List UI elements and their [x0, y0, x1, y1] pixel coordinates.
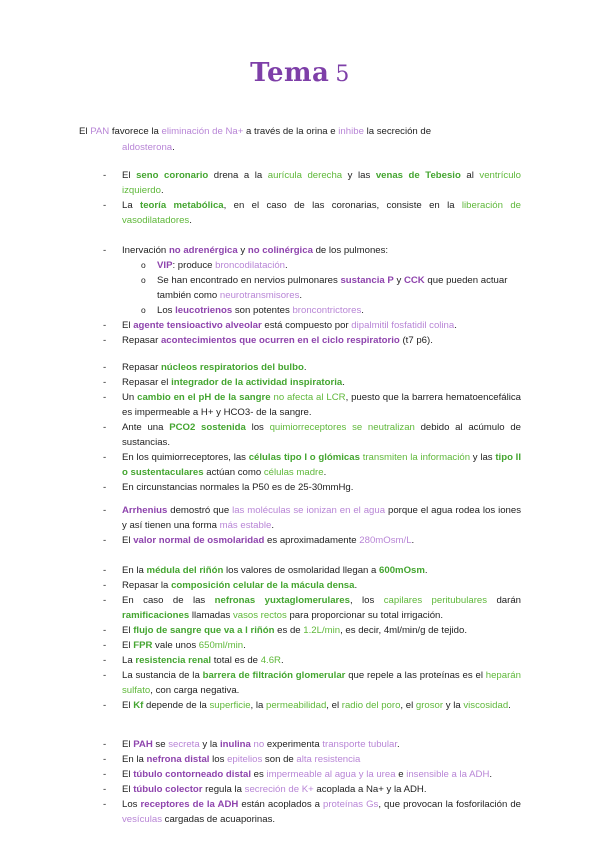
text-run: Los — [122, 799, 141, 810]
text-run: y las — [470, 452, 496, 463]
text-run: la secreción de — [363, 126, 432, 137]
highlighted-text: viscosidad — [463, 700, 509, 711]
text-run: . — [361, 305, 364, 316]
text-run: total es de — [211, 655, 261, 666]
highlighted-text: nefronas yuxtaglomerulares — [214, 595, 350, 606]
text-run: En la — [122, 754, 147, 765]
text-run: Repasar la — [122, 580, 172, 591]
highlighted-text: receptores de la ADH — [140, 799, 239, 810]
text-run: . — [354, 580, 358, 591]
bullet-item — [103, 318, 521, 333]
highlighted-text: liberación de vasodilatadores — [122, 200, 521, 226]
highlighted-text: eliminación de Na+ — [161, 126, 244, 137]
text-run: El — [79, 126, 91, 137]
notes-group — [103, 168, 521, 228]
text-run: son de — [262, 754, 297, 765]
highlighted-text: FPR — [133, 640, 153, 651]
bullet-item — [103, 767, 521, 782]
bullet-item — [103, 782, 521, 797]
highlighted-text: broncodilatación — [215, 260, 286, 271]
text-run: Repasar el — [122, 377, 172, 388]
bullet-item — [103, 638, 521, 653]
title-number: 5 — [335, 62, 350, 87]
highlighted-text: PAH — [133, 739, 153, 750]
text-run: y — [237, 245, 248, 256]
text-run: . — [411, 535, 415, 546]
highlighted-text: células tipo I o glómicas — [248, 452, 360, 463]
highlighted-text: superficie — [209, 700, 251, 711]
bullet-item — [103, 752, 521, 767]
text-run: acoplada a Na+ y la ADH. — [313, 784, 427, 795]
text-run: experimenta — [264, 739, 323, 750]
highlighted-text: ramificaciones — [122, 610, 190, 621]
highlighted-text: transporte tubular — [322, 739, 398, 750]
bullet-item — [103, 375, 521, 390]
text-run: . — [489, 769, 493, 780]
highlighted-text: leucotrienos — [175, 305, 233, 316]
notes-group — [103, 360, 521, 495]
highlighted-text: ventrículo izquierdo — [122, 170, 521, 196]
notes-group — [103, 737, 521, 827]
highlighted-text: capilares peritubulares — [383, 595, 488, 606]
text-run: . — [424, 565, 428, 576]
text-run: En caso de las — [122, 595, 215, 606]
highlighted-text: radio del poro — [341, 700, 401, 711]
text-run: y la — [199, 739, 220, 750]
bullet-item — [103, 578, 521, 593]
text-run: vale unos — [152, 640, 199, 651]
highlighted-text: grosor — [415, 700, 444, 711]
highlighted-text: secreta — [168, 739, 200, 750]
text-run: los — [245, 422, 270, 433]
highlighted-text: barrera de filtración glomerular — [202, 670, 346, 681]
highlighted-text: epitelios — [227, 754, 263, 765]
text-run: El — [122, 739, 134, 750]
highlighted-text: neurotransmisores — [219, 290, 300, 301]
text-run: El — [122, 640, 134, 651]
text-run: , que provocan la fosforilación de — [378, 799, 522, 810]
text-run: . — [285, 260, 288, 271]
highlighted-text: tipo II o sustentaculares — [122, 452, 522, 478]
text-run: . — [271, 520, 274, 531]
highlighted-text: agente tensioactivo alveolar — [133, 320, 262, 331]
text-run: . — [160, 185, 164, 196]
text-run: drena a la — [208, 170, 268, 181]
bullet-item — [103, 390, 521, 420]
text-run: de los pulmones: — [312, 245, 389, 256]
highlighted-text: 1.2L/min — [303, 625, 341, 636]
text-run: El — [122, 625, 134, 636]
text-run: , el — [326, 700, 342, 711]
text-run: y las — [342, 170, 376, 181]
text-run: y — [393, 275, 404, 286]
highlighted-text: vesículas — [122, 814, 162, 825]
highlighted-text: 650ml/min — [198, 640, 244, 651]
text-run: y la — [443, 700, 464, 711]
page-title — [0, 58, 600, 88]
highlighted-text: aldosterona — [122, 142, 173, 153]
highlighted-text: proteínas Gs — [323, 799, 379, 810]
highlighted-text: más estable — [219, 520, 272, 531]
text-run: a través de la orina e — [243, 126, 339, 137]
text-run: . — [299, 290, 303, 301]
highlighted-text: cambio en el pH de la sangre — [137, 392, 271, 403]
highlighted-text: flujo de sangre que va a l riñón — [133, 625, 275, 636]
bullet-item — [103, 623, 521, 638]
bullet-item — [103, 698, 521, 713]
text-run: . — [508, 700, 511, 711]
text-run: En los quimiorreceptores, las — [122, 452, 249, 463]
highlighted-text: las moléculas se ionizan en el agua — [232, 505, 386, 516]
highlighted-text: dipalmitil fosfatidil colina — [351, 320, 455, 331]
highlighted-text: 600mOsm — [379, 565, 425, 576]
text-run: Ante una — [122, 422, 170, 433]
text-run: está compuesto por — [261, 320, 352, 331]
text-run: al — [460, 170, 480, 181]
highlighted-text: Kf — [133, 700, 144, 711]
text-run: que pueden actuar también como — [157, 275, 508, 301]
highlighted-text: composición celular de la mácula densa — [171, 580, 355, 591]
highlighted-text: VIP — [157, 260, 173, 271]
bullet-item — [103, 168, 521, 198]
bullet-item — [103, 563, 521, 578]
text-run: . — [397, 739, 400, 750]
text-run: La — [122, 200, 141, 211]
text-run: e — [395, 769, 407, 780]
sub-bullet-item — [103, 258, 521, 273]
highlighted-text: venas de Tebesio — [375, 170, 461, 181]
text-run: , los — [349, 595, 384, 606]
text-run: En circunstancias normales la P50 es de 25-30mmHg. — [122, 482, 354, 493]
text-run: . — [189, 215, 192, 226]
highlighted-text: permeabilidad — [266, 700, 327, 711]
highlighted-text: acontecimientos que ocurren en el ciclo respiratorio — [160, 335, 400, 346]
highlighted-text: túbulo contorneado distal — [133, 769, 251, 780]
text-run: Un — [122, 392, 138, 403]
intro-paragraph — [79, 124, 479, 156]
highlighted-text: impermeable al agua y la urea — [266, 769, 396, 780]
text-run: regula la — [202, 784, 245, 795]
highlighted-text: no — [253, 739, 265, 750]
highlighted-text: integrador de la actividad inspiratoria — [171, 377, 343, 388]
highlighted-text: no afecta al LCR — [273, 392, 346, 403]
text-run: , puesto que la barrera hematoencefálica es impermeable a H+ y HCO3- de la sangre. — [122, 392, 521, 418]
bullet-item — [103, 593, 521, 623]
text-run: . — [172, 142, 175, 153]
bullet-item — [103, 198, 521, 228]
text-run: es de — [274, 625, 304, 636]
highlighted-text: PCO2 sostenida — [169, 422, 246, 433]
text-run: En la — [122, 565, 147, 576]
highlighted-text: aurícula derecha — [267, 170, 343, 181]
highlighted-text: transmiten la información — [362, 452, 471, 463]
text-run: . — [280, 655, 284, 666]
bullet-item — [103, 360, 521, 375]
text-run: son potentes — [232, 305, 293, 316]
text-run: que repele a las proteínas es el — [345, 670, 486, 681]
text-run: El — [122, 700, 134, 711]
text-run: : produce — [172, 260, 216, 271]
text-run: se — [152, 739, 169, 750]
highlighted-text: no colinérgica — [247, 245, 313, 256]
text-run: debido al acúmulo de sustancias. — [122, 422, 521, 448]
title-word: Tema — [250, 58, 330, 88]
text-run: La — [122, 655, 136, 666]
highlighted-text: médula del riñón — [146, 565, 224, 576]
text-run: favorece la — [109, 126, 162, 137]
highlighted-text: vasos rectos — [232, 610, 287, 621]
text-run: Se han encontrado en nervios pulmonares — [157, 275, 341, 286]
bullet-item — [103, 420, 521, 450]
bullet-item — [103, 333, 521, 348]
text-run: para proporcionar su total irrigación. — [286, 610, 444, 621]
highlighted-text: células madre — [263, 467, 324, 478]
highlighted-text: seno coronario — [136, 170, 209, 181]
notes-group — [103, 563, 521, 713]
bullet-item — [103, 668, 521, 698]
text-run: El — [122, 769, 134, 780]
text-run: , el — [400, 700, 416, 711]
text-run: Repasar — [122, 335, 161, 346]
text-run: . — [303, 362, 307, 373]
text-run: La sustancia de la — [122, 670, 203, 681]
text-run: es — [251, 769, 267, 780]
bullet-item — [103, 653, 521, 668]
bullet-item — [103, 243, 521, 258]
sub-bullet-item — [103, 273, 521, 303]
text-run: . — [323, 467, 327, 478]
highlighted-text: insensible a la ADH — [406, 769, 490, 780]
text-run: es aproximadamente — [264, 535, 360, 546]
highlighted-text: nefrona distal — [146, 754, 210, 765]
highlighted-text: túbulo colector — [133, 784, 203, 795]
text-run: Inervación — [122, 245, 169, 256]
highlighted-text: quimiorreceptores se neutralizan — [269, 422, 415, 433]
text-run: El — [122, 320, 134, 331]
text-run: darán — [487, 595, 521, 606]
bullet-item — [103, 533, 521, 548]
text-run: , la — [250, 700, 267, 711]
text-run: cargadas de acuaporinas. — [162, 814, 276, 825]
highlighted-text: resistencia renal — [135, 655, 212, 666]
highlighted-text: 280mOsm/L — [359, 535, 412, 546]
bullet-item — [103, 480, 521, 495]
text-run: , es decir, 4ml/min/g de tejido. — [340, 625, 468, 636]
text-run: llamadas — [189, 610, 233, 621]
highlighted-text: broncontrictores — [292, 305, 362, 316]
highlighted-text: teoría metabólica — [140, 200, 224, 211]
highlighted-text: núcleos respiratorios del bulbo — [160, 362, 304, 373]
text-run: , con carga negativa. — [150, 685, 240, 696]
bullet-item — [103, 503, 521, 533]
text-run: El — [122, 535, 134, 546]
bullet-item — [103, 737, 521, 752]
highlighted-text: 4.6R — [260, 655, 281, 666]
text-run: . — [243, 640, 246, 651]
text-run: . — [342, 377, 345, 388]
highlighted-text: no adrenérgica — [168, 245, 238, 256]
highlighted-text: inhibe — [338, 126, 364, 137]
text-run: , en el caso de las coronarias, consiste en la — [223, 200, 462, 211]
text-run: Repasar — [122, 362, 161, 373]
text-run: demostró que — [167, 505, 233, 516]
text-run: los valores de osmolaridad llegan a — [223, 565, 380, 576]
bullet-item — [103, 450, 521, 480]
bullet-item — [103, 797, 521, 827]
text-run: El — [122, 170, 137, 181]
highlighted-text: alta resistencia — [296, 754, 361, 765]
notes-group — [103, 503, 521, 548]
text-run: están acoplados a — [238, 799, 324, 810]
highlighted-text: valor normal de osmolaridad — [133, 535, 265, 546]
text-run: El — [122, 784, 134, 795]
highlighted-text: heparán sulfato — [122, 670, 521, 696]
text-run: actúan como — [203, 467, 264, 478]
sub-bullet-item — [103, 303, 521, 318]
text-run: Los — [157, 305, 176, 316]
highlighted-text: secreción de K+ — [244, 784, 314, 795]
highlighted-text: PAN — [90, 126, 110, 137]
text-run: porque el agua rodea los iones y así tienen una forma — [122, 505, 522, 531]
highlighted-text: Arrhenius — [122, 505, 168, 516]
notes-group — [103, 243, 521, 348]
text-run: los — [209, 754, 228, 765]
highlighted-text: inulina — [219, 739, 251, 750]
text-run: . — [454, 320, 457, 331]
text-run: (t7 p6). — [399, 335, 433, 346]
highlighted-text: CCK — [403, 275, 425, 286]
highlighted-text: sustancia P — [340, 275, 394, 286]
text-run: depende de la — [143, 700, 210, 711]
